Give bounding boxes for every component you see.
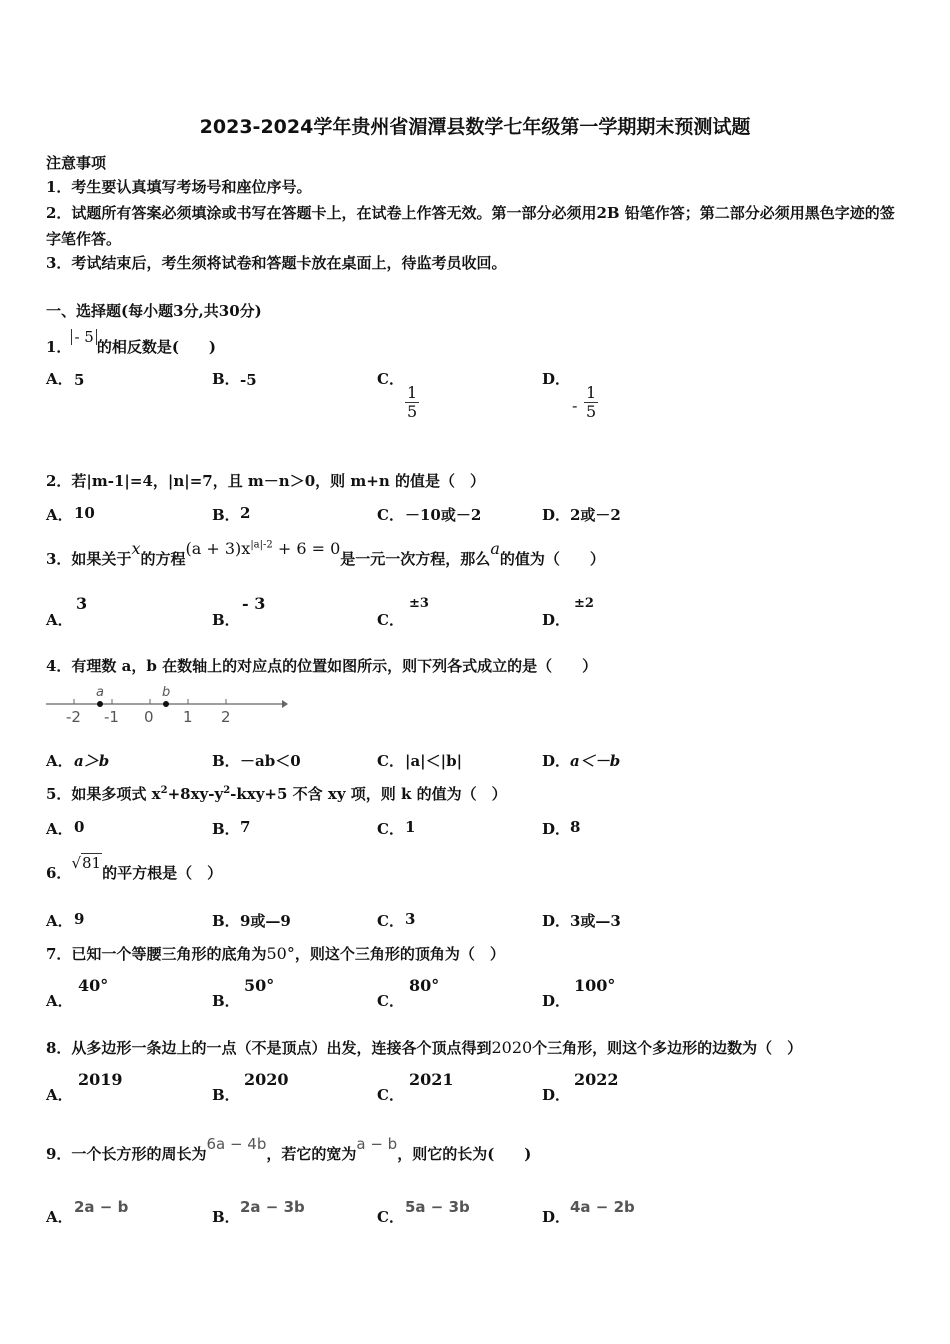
q5-options: A． 0 B． 7 C． 1 D． 8 [46, 818, 581, 838]
notice-item-2: 2．试题所有答案必须填涂或书写在答题卡上，在试卷上作答无效。第一部分必须用2B 铅笔作答；第二部分必须用黑色字迹的签字笔作答。 [46, 204, 895, 248]
q6-options: A． 9 B． 9或—9 C． 3 D． 3或—3 [46, 910, 621, 930]
question-8: 8．从多边形一条边上的一点（不是顶点）出发，连接各个顶点得到2020个三角形，则这个多边形的边数为（ ） [46, 1038, 803, 1057]
number-line-figure [44, 684, 294, 728]
q8-options: A． 2019 B． 2020 C． 2021 D． 2022 [46, 1070, 619, 1104]
number-line-arrow [282, 700, 288, 708]
question-7: 7．已知一个等腰三角形的底角为50°，则这个三角形的顶角为（ ） [46, 944, 505, 963]
abs-expression: - 5 [71, 329, 96, 345]
q1-options: A． 5 B． -5 C． $\frac{1}{5}$ D． - $\frac{1}{5}$ [46, 370, 597, 421]
question-9: 9．一个长方形的周长为6a − 4b，若它的宽为a − b，则它的长为( ) [46, 1135, 532, 1163]
tick-label: -2 [66, 708, 81, 726]
q2-options: A． 10 B． 2 C． －10或－2 D． 2或－2 [46, 504, 621, 524]
question-5: 5．如果多项式 $x^2+8xy-y^2-kxy+5$ 不含 xy 项，则 k 的值为（ ） [46, 785, 507, 803]
q9-options: A． 2a − b B． 2a − 3b C． 5a − 3b D． 4a − 2b [46, 1198, 635, 1226]
tick-label: -1 [104, 708, 119, 726]
question-2: 2．若|m-1|=4，|n|=7，且 m－n＞0，则 m+n 的值是（ ） [46, 472, 485, 490]
fraction-neg-one-fifth: $\frac{1}{5}$ [586, 383, 597, 421]
notice-heading: 注意事项 [46, 154, 107, 172]
question-6: 6．√81的平方根是（ ） [46, 854, 223, 882]
notice-item-1: 1．考生要认真填写考场号和座位序号。 [46, 178, 312, 196]
question-4: 4．有理数 a，b 在数轴上的对应点的位置如图所示，则下列各式成立的是（ ） [46, 657, 598, 675]
fraction-one-fifth: $\frac{1}{5}$ [407, 383, 418, 421]
sqrt-expression: √81 [71, 854, 102, 872]
point-a-label: a [96, 685, 104, 700]
question-1: 1．- 5的相反数是( ) [46, 328, 217, 356]
tick-label: 1 [183, 708, 193, 726]
point-a-marker [97, 701, 103, 707]
tick-label: 0 [144, 708, 154, 726]
tick-label: 2 [221, 708, 231, 726]
question-3: 3．如果关于x的方程$(a + 3)x^{|a|-2} + 6 = 0$是一元一次方程，那么a的值为（ ） [46, 539, 605, 568]
equation: $(a + 3)x^{|a|-2} + 6 = 0$ [185, 539, 341, 558]
q4-options: A． a＞b B． －ab＜0 C． |a|＜|b| D． a＜－b [46, 752, 621, 770]
section-heading: 一、选择题(每小题3分,共30分) [46, 302, 262, 320]
q3-options: A． 3 B． - 3 C． ±3 D． ±2 [46, 594, 594, 629]
notice-item-3: 3．考试结束后，考生须将试卷和答题卡放在桌面上，待监考员收回。 [46, 254, 507, 272]
page-title: 2023-2024学年贵州省湄潭县数学七年级第一学期期末预测试题 [199, 116, 751, 138]
q7-options: A． 40° B． 50° C． 80° D． 100° [46, 976, 616, 1010]
point-b-label: b [162, 685, 171, 700]
point-b-marker [163, 701, 169, 707]
